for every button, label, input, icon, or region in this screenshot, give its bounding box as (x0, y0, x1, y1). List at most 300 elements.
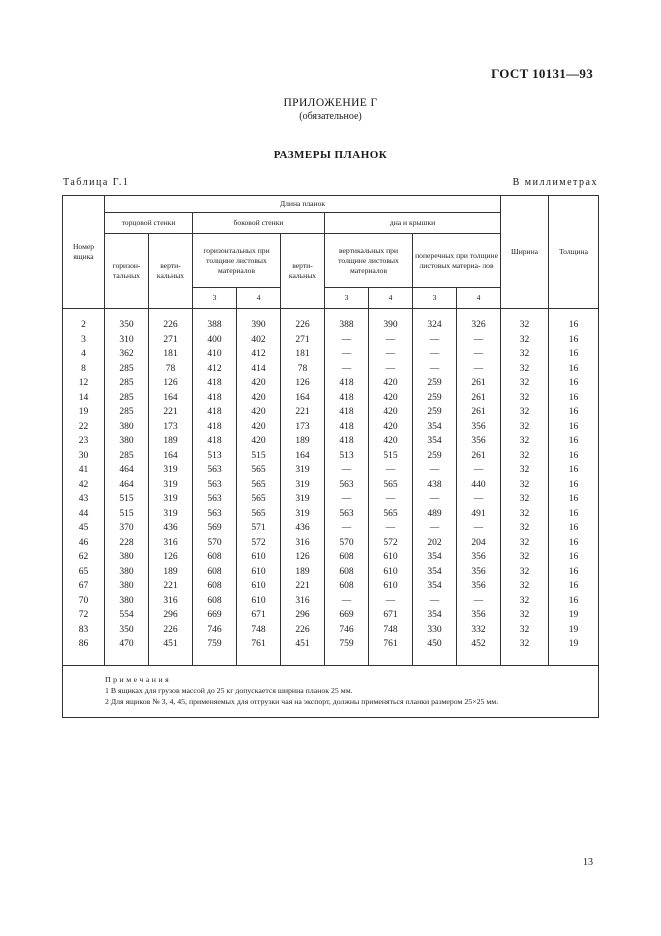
table-cell: 746 (193, 623, 237, 638)
table-cell: 402 (237, 333, 281, 348)
table-cell: 412 (237, 347, 281, 362)
header-thickness-4: 4 (457, 288, 501, 309)
table-cell: 22 (63, 420, 105, 435)
table-cell: 16 (549, 333, 599, 348)
table-cell: 221 (149, 405, 193, 420)
appendix-subtitle: (обязательное) (299, 111, 362, 122)
table-row (63, 565, 599, 580)
table-cell: 43 (63, 492, 105, 507)
header-thickness: Толщина (549, 196, 599, 309)
table-cell: 563 (325, 507, 369, 522)
table-cell: 610 (237, 565, 281, 580)
table-cell: — (369, 492, 413, 507)
table-cell: 350 (105, 623, 149, 638)
table-cell: 126 (149, 550, 193, 565)
table-cell: 78 (281, 362, 325, 377)
table-cell: 380 (105, 594, 149, 609)
table-cell: 571 (237, 521, 281, 536)
standard-number: ГОСТ 10131—93 (491, 66, 593, 81)
table-cell: 261 (457, 391, 501, 406)
table-cell: — (457, 347, 501, 362)
table-cell: 32 (501, 565, 549, 580)
header-bottom-lid: дна и крышки (325, 213, 501, 234)
table-cell: 189 (149, 434, 193, 449)
notes-title: Примечания (105, 674, 172, 684)
table-row (63, 420, 599, 435)
table-cell: — (369, 463, 413, 478)
table-cell: 261 (457, 449, 501, 464)
table-cell: 420 (237, 434, 281, 449)
table-cell: 412 (193, 362, 237, 377)
table-cell: 19 (549, 608, 599, 623)
table-cell: 671 (369, 608, 413, 623)
table-cell: 285 (105, 391, 149, 406)
table-cell: 16 (549, 521, 599, 536)
table-cell: 362 (105, 347, 149, 362)
note-item: 2 Для ящиков № 3, 4, 45, применяемых для отгрузки чая на экспорт, должны применяться планки размером 25×25 мм. (105, 696, 499, 706)
table-cell: 164 (281, 449, 325, 464)
table-cell: 164 (281, 391, 325, 406)
table-cell: 608 (193, 565, 237, 580)
table-cell: 610 (237, 579, 281, 594)
table-cell: 418 (325, 434, 369, 449)
header-thickness-3: 3 (193, 288, 237, 309)
table-row (63, 449, 599, 464)
table-cell: 761 (369, 637, 413, 665)
table-cell: 16 (549, 550, 599, 565)
table-cell: 608 (193, 579, 237, 594)
table-cell: 226 (149, 623, 193, 638)
table-cell: 436 (149, 521, 193, 536)
table-cell: 16 (549, 536, 599, 551)
table-cell: 126 (281, 376, 325, 391)
header-thickness-4: 4 (237, 288, 281, 309)
table-cell: 189 (149, 565, 193, 580)
table-cell: 451 (149, 637, 193, 665)
table-cell: 16 (549, 507, 599, 522)
table-cell: 420 (369, 434, 413, 449)
table-cell: 296 (149, 608, 193, 623)
table-cell: 14 (63, 391, 105, 406)
table-row (63, 376, 599, 391)
header-side-vertical: верти- кальных (281, 234, 325, 309)
table-cell: 32 (501, 420, 549, 435)
table-cell: 380 (105, 565, 149, 580)
table-cell: 330 (413, 623, 457, 638)
table-cell: 563 (325, 478, 369, 493)
table-cell: 563 (193, 463, 237, 478)
table-cell: 164 (149, 391, 193, 406)
table-cell: — (413, 521, 457, 536)
table-cell: 565 (237, 492, 281, 507)
table-cell: — (457, 594, 501, 609)
table-cell: 380 (105, 579, 149, 594)
table-cell: 4 (63, 347, 105, 362)
table-cell: 67 (63, 579, 105, 594)
table-cell: 608 (325, 550, 369, 565)
table-cell: 759 (193, 637, 237, 665)
table-cell: 221 (149, 579, 193, 594)
table-row (63, 637, 599, 665)
table-cell: 356 (457, 434, 501, 449)
table-cell: 32 (501, 434, 549, 449)
header-end-wall: торцовой стенки (105, 213, 193, 234)
table-cell: 464 (105, 463, 149, 478)
table-row (63, 594, 599, 609)
table-cell: 2 (63, 309, 105, 333)
table-cell: 173 (149, 420, 193, 435)
table-cell: 418 (325, 391, 369, 406)
table-cell: 440 (457, 478, 501, 493)
table-cell: 32 (501, 449, 549, 464)
table-row (63, 362, 599, 377)
table-cell: 32 (501, 376, 549, 391)
table-cell: 420 (369, 405, 413, 420)
table-cell: 316 (281, 594, 325, 609)
table-cell: 332 (457, 623, 501, 638)
table-cell: 16 (549, 347, 599, 362)
table-cell: 610 (369, 579, 413, 594)
table-cell: 319 (281, 478, 325, 493)
table-cell: — (325, 333, 369, 348)
table-cell: 16 (549, 362, 599, 377)
table-row (63, 492, 599, 507)
table-cell: 400 (193, 333, 237, 348)
table-cell: 126 (281, 550, 325, 565)
table-cell: 16 (549, 376, 599, 391)
table-cell: 62 (63, 550, 105, 565)
table-cell: 565 (237, 507, 281, 522)
table-cell: 324 (413, 309, 457, 333)
table-cell: 32 (501, 623, 549, 638)
header-thickness-3: 3 (325, 288, 369, 309)
table-cell: 16 (549, 463, 599, 478)
table-cell: 354 (413, 550, 457, 565)
table-cell: 32 (501, 521, 549, 536)
table-cell: 32 (501, 608, 549, 623)
table-cell: 32 (501, 492, 549, 507)
table-cell: 669 (325, 608, 369, 623)
header-width: Ширина (501, 196, 549, 309)
table-row (63, 507, 599, 522)
table-cell: 16 (549, 492, 599, 507)
table-cell: 380 (105, 434, 149, 449)
table-cell: 746 (325, 623, 369, 638)
table-cell: 32 (501, 463, 549, 478)
table-cell: 418 (193, 391, 237, 406)
table-cell: 30 (63, 449, 105, 464)
table-cell: 608 (193, 550, 237, 565)
table-cell: 204 (457, 536, 501, 551)
table-cell: 41 (63, 463, 105, 478)
table-cell: 70 (63, 594, 105, 609)
table-cell: 259 (413, 405, 457, 420)
table-cell: 450 (413, 637, 457, 665)
table-cell: 418 (325, 420, 369, 435)
table-cell: 380 (105, 550, 149, 565)
table-cell: 259 (413, 449, 457, 464)
table-cell: 32 (501, 536, 549, 551)
table-row (63, 434, 599, 449)
table-cell: 261 (457, 376, 501, 391)
table-cell: 515 (105, 492, 149, 507)
table-cell: 32 (501, 333, 549, 348)
table-cell: 319 (281, 463, 325, 478)
table-row (63, 579, 599, 594)
appendix-title: ПРИЛОЖЕНИЕ Г (283, 97, 378, 109)
table-cell: — (457, 362, 501, 377)
table-cell: 452 (457, 637, 501, 665)
table-cell: — (369, 594, 413, 609)
table-cell: 356 (457, 420, 501, 435)
table-cell: 319 (149, 463, 193, 478)
header-end-vertical: верти- кальных (149, 234, 193, 309)
table-cell: 563 (193, 492, 237, 507)
table-cell: 418 (193, 420, 237, 435)
table-cell: 354 (413, 434, 457, 449)
table-cell: 319 (281, 507, 325, 522)
table-row (63, 550, 599, 565)
table-cell: 515 (369, 449, 413, 464)
table-cell: 78 (149, 362, 193, 377)
table-cell: 83 (63, 623, 105, 638)
table-cell: 45 (63, 521, 105, 536)
table-cell: 748 (369, 623, 413, 638)
table-cell: 610 (369, 565, 413, 580)
table-cell: 296 (281, 608, 325, 623)
table-row (63, 478, 599, 493)
table-cell: 32 (501, 309, 549, 333)
table-row (63, 309, 599, 333)
table-cell: 32 (501, 362, 549, 377)
table-row (63, 536, 599, 551)
table-cell: — (413, 347, 457, 362)
table-cell: 418 (193, 405, 237, 420)
table-row (63, 463, 599, 478)
table-cell: 410 (193, 347, 237, 362)
table-cell: — (325, 463, 369, 478)
table-cell: 464 (105, 478, 149, 493)
table-cell: 32 (501, 478, 549, 493)
table-cell: 173 (281, 420, 325, 435)
table-cell: 759 (325, 637, 369, 665)
header-length: Длина планок (105, 196, 501, 213)
table-cell: 32 (501, 391, 549, 406)
table-cell: 226 (281, 623, 325, 638)
table-cell: 569 (193, 521, 237, 536)
table-cell: 515 (237, 449, 281, 464)
table-cell: 565 (237, 478, 281, 493)
table-cell: 319 (149, 492, 193, 507)
table-cell: 86 (63, 637, 105, 665)
table-cell: 164 (149, 449, 193, 464)
table-cell: 181 (281, 347, 325, 362)
table-cell: 513 (325, 449, 369, 464)
table-cell: 356 (457, 608, 501, 623)
table-cell: 354 (413, 579, 457, 594)
table-cell: 572 (237, 536, 281, 551)
table-row (63, 405, 599, 420)
header-thickness-3: 3 (413, 288, 457, 309)
table-cell: 761 (237, 637, 281, 665)
table-cell: 326 (457, 309, 501, 333)
table-cell: — (325, 362, 369, 377)
table-cell: 221 (281, 405, 325, 420)
table-cell: 202 (413, 536, 457, 551)
table-cell: 438 (413, 478, 457, 493)
table-cell: — (457, 463, 501, 478)
header-thickness-4: 4 (369, 288, 413, 309)
table-cell: — (369, 347, 413, 362)
table-cell: 390 (237, 309, 281, 333)
table-cell: 228 (105, 536, 149, 551)
table-cell: — (325, 521, 369, 536)
table-cell: 491 (457, 507, 501, 522)
table-cell: 669 (193, 608, 237, 623)
table-cell: 380 (105, 420, 149, 435)
table-cell: 23 (63, 434, 105, 449)
table-cell: 420 (237, 376, 281, 391)
table-cell: 19 (549, 637, 599, 665)
table-cell: 285 (105, 362, 149, 377)
table-cell: 570 (193, 536, 237, 551)
header-bottom-transverse: поперечных при толщине листовых материа- лов (413, 234, 501, 288)
table-cell: — (457, 333, 501, 348)
table-cell: 563 (193, 478, 237, 493)
table-cell: 354 (413, 565, 457, 580)
table-cell: 610 (237, 550, 281, 565)
table-cell: 32 (501, 550, 549, 565)
table-cell: 572 (369, 536, 413, 551)
table-row (63, 623, 599, 638)
table-cell: 285 (105, 405, 149, 420)
table-cell: 554 (105, 608, 149, 623)
table-cell: 319 (149, 478, 193, 493)
table-cell: 356 (457, 579, 501, 594)
table-cell: 19 (63, 405, 105, 420)
table-cell: 316 (149, 536, 193, 551)
table-cell: 32 (501, 347, 549, 362)
table-cell: 16 (549, 565, 599, 580)
table-cell: 310 (105, 333, 149, 348)
table-cell: 354 (413, 608, 457, 623)
table-cell: 16 (549, 309, 599, 333)
table-cell: 563 (193, 507, 237, 522)
table-cell: 370 (105, 521, 149, 536)
table-cell: 565 (237, 463, 281, 478)
header-bottom-vertical: вертикальных при толщине листовых материалов (325, 234, 413, 288)
table-cell: 418 (325, 405, 369, 420)
table-cell: — (457, 492, 501, 507)
note-item: 1 В ящиках для грузов массой до 25 кг допускается ширина планок 25 мм. (105, 685, 353, 695)
table-cell: 420 (369, 376, 413, 391)
table-cell: 181 (149, 347, 193, 362)
table-cell: 32 (501, 637, 549, 665)
table-cell: 285 (105, 376, 149, 391)
table-cell: 610 (237, 594, 281, 609)
table-cell: 671 (237, 608, 281, 623)
table-cell: — (325, 594, 369, 609)
table-cell: 261 (457, 405, 501, 420)
table-cell: 451 (281, 637, 325, 665)
table-cell: 565 (369, 478, 413, 493)
table-cell: — (325, 492, 369, 507)
table-cell: 420 (369, 391, 413, 406)
table-cell: — (325, 347, 369, 362)
table-cell: 515 (105, 507, 149, 522)
table-cell: 489 (413, 507, 457, 522)
table-cell: 420 (237, 405, 281, 420)
table-cell: 259 (413, 376, 457, 391)
table-cell: 565 (369, 507, 413, 522)
table-cell: — (413, 463, 457, 478)
table-cell: 226 (149, 309, 193, 333)
table-cell: 285 (105, 449, 149, 464)
table-cell: 513 (193, 449, 237, 464)
table-notes (63, 665, 599, 717)
table-cell: — (413, 333, 457, 348)
table-cell: 65 (63, 565, 105, 580)
table-cell: 32 (501, 405, 549, 420)
table-cell: 19 (549, 623, 599, 638)
table-cell: 16 (549, 579, 599, 594)
table-row (63, 347, 599, 362)
header-side-wall: боковой стенки (193, 213, 325, 234)
table-cell: 356 (457, 565, 501, 580)
table-cell: — (369, 521, 413, 536)
table-cell: 608 (325, 579, 369, 594)
table-cell: 42 (63, 478, 105, 493)
table-cell: 354 (413, 420, 457, 435)
table-cell: 271 (149, 333, 193, 348)
table-cell: 16 (549, 449, 599, 464)
table-cell: 271 (281, 333, 325, 348)
table-cell: 390 (369, 309, 413, 333)
table-cell: 418 (193, 434, 237, 449)
table-cell: — (413, 362, 457, 377)
table-cell: — (369, 362, 413, 377)
table-cell: 16 (549, 434, 599, 449)
table-cell: 350 (105, 309, 149, 333)
table-cell: 12 (63, 376, 105, 391)
table-cell: 8 (63, 362, 105, 377)
table-cell: 316 (281, 536, 325, 551)
table-cell: 436 (281, 521, 325, 536)
table-cell: 316 (149, 594, 193, 609)
table-body (63, 309, 599, 666)
table-cell: 414 (237, 362, 281, 377)
table-row (63, 391, 599, 406)
page-number: 13 (583, 857, 593, 868)
table-cell: 418 (193, 376, 237, 391)
table-cell: 470 (105, 637, 149, 665)
table-cell: 420 (237, 420, 281, 435)
table-cell: 259 (413, 391, 457, 406)
table-units: В миллиметрах (512, 177, 598, 188)
table-cell: 608 (325, 565, 369, 580)
table-cell: 16 (549, 391, 599, 406)
table-label: Таблица Г.1 (63, 177, 130, 188)
table-cell: 16 (549, 420, 599, 435)
table-cell: 570 (325, 536, 369, 551)
section-title: РАЗМЕРЫ ПЛАНОК (273, 149, 388, 161)
table-cell: — (413, 492, 457, 507)
table-cell: 16 (549, 478, 599, 493)
planks-table (62, 195, 599, 718)
table-cell: 608 (193, 594, 237, 609)
table-cell: 16 (549, 594, 599, 609)
table-cell: 32 (501, 579, 549, 594)
